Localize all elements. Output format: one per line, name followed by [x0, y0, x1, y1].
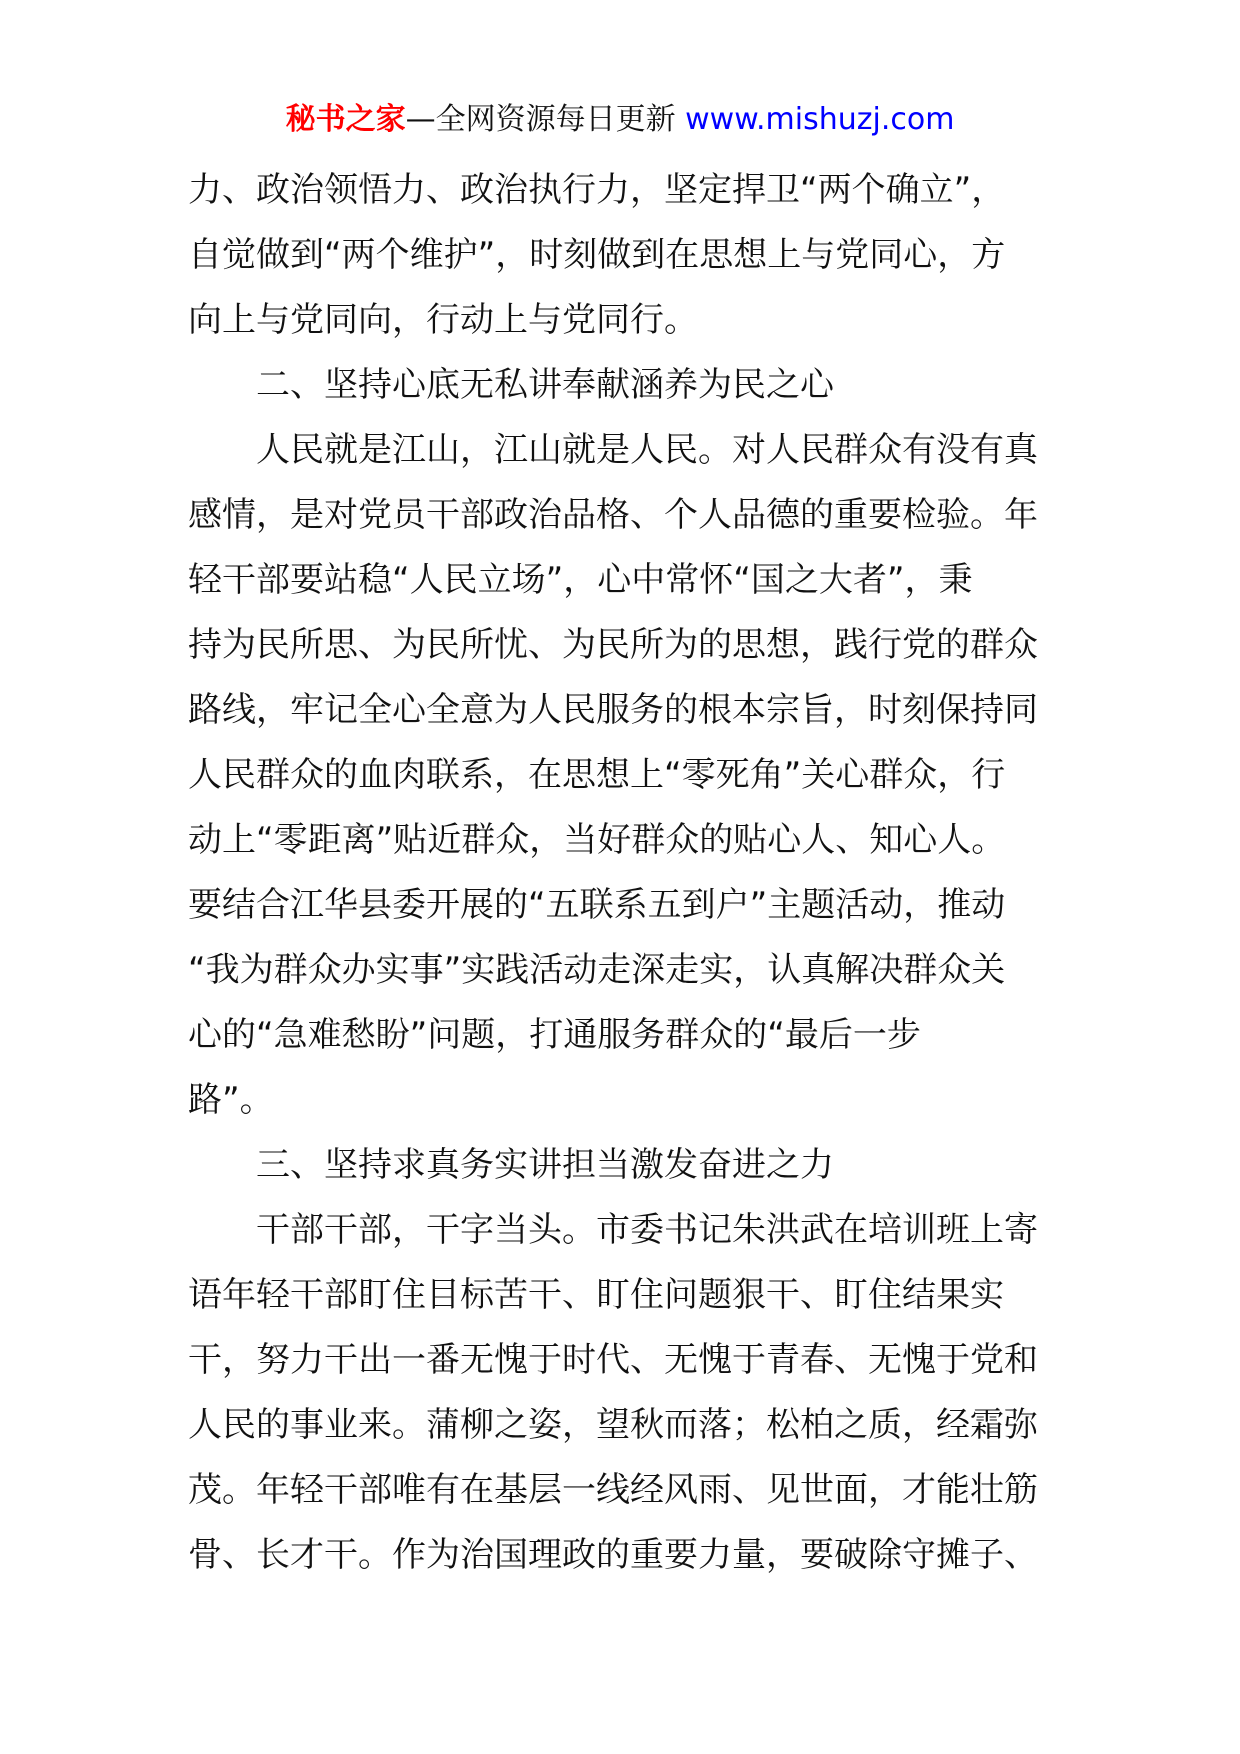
text-line: 茂。年轻干部唯有在基层一线经风雨、见世面，才能壮筋 — [188, 1470, 1038, 1510]
text-line: 感情，是对党员干部政治品格、个人品德的重要检验。年 — [188, 495, 1038, 535]
header-tagline: —全网资源每日更新 — [405, 102, 676, 137]
page-header — [0, 100, 1240, 140]
text-line: 要结合江华县委开展的“五联系五到户”主题活动，推动 — [188, 885, 1006, 925]
text-line: 持为民所思、为民所忧、为民所为的思想，践行党的群众 — [188, 625, 1038, 665]
text-line: 干部干部，干字当头。市委书记朱洪武在培训班上寄 — [256, 1210, 1038, 1250]
text-line: 语年轻干部盯住目标苦干、盯住问题狠干、盯住结果实 — [188, 1275, 1004, 1315]
text-line: 人民就是江山，江山就是人民。对人民群众有没有真 — [256, 430, 1038, 470]
section-heading-3: 三、坚持求真务实讲担当激发奋进之力 — [256, 1145, 834, 1185]
text-line: 人民群众的血肉联系，在思想上“零死角”关心群众，行 — [188, 755, 1006, 795]
text-line: 人民的事业来。蒲柳之姿，望秋而落；松柏之质，经霜弥 — [188, 1405, 1038, 1445]
text-line: 动上“零距离”贴近群众，当好群众的贴心人、知心人。 — [188, 820, 1006, 860]
text-line: 路”。 — [188, 1080, 274, 1120]
text-line: 向上与党同向，行动上与党同行。 — [188, 300, 698, 340]
text-line: 自觉做到“两个维护”，时刻做到在思想上与党同心，方 — [188, 235, 1006, 275]
text-line: “我为群众办实事”实践活动走深走实，认真解决群众关 — [188, 950, 1006, 990]
text-line: 路线，牢记全心全意为人民服务的根本宗旨，时刻保持同 — [188, 690, 1038, 730]
text-line: 心的“急难愁盼”问题，打通服务群众的“最后一步 — [188, 1015, 921, 1055]
text-line: 干，努力干出一番无愧于时代、无愧于青春、无愧于党和 — [188, 1340, 1038, 1380]
site-url[interactable]: www.mishuzj.com — [685, 102, 955, 137]
text-line: 骨、长才干。作为治国理政的重要力量，要破除守摊子、 — [188, 1535, 1038, 1575]
text-line: 轻干部要站稳“人民立场”，心中常怀“国之大者”，秉 — [188, 560, 973, 600]
section-heading-2: 二、坚持心底无私讲奉献涵养为民之心 — [256, 365, 834, 405]
text-line: 力、政治领悟力、政治执行力，坚定捍卫“两个确立”， — [188, 170, 1006, 210]
document-body — [188, 158, 1056, 1588]
brand-name: 秘书之家 — [285, 102, 406, 137]
